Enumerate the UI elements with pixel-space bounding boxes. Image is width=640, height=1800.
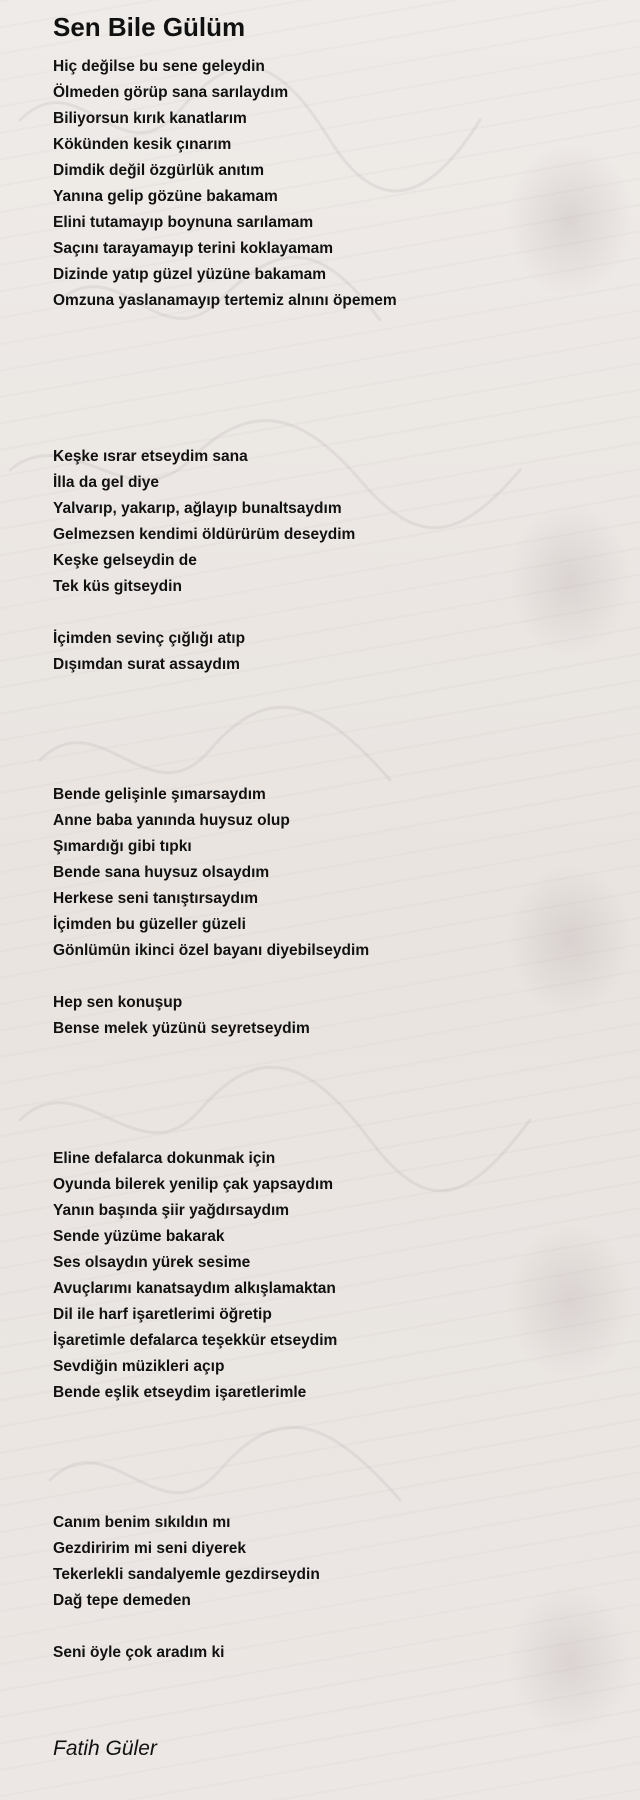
poem-line: Dizinde yatıp güzel yüzüne bakamam bbox=[53, 266, 327, 283]
poem-line: Bense melek yüzünü seyretseydim bbox=[53, 1020, 310, 1037]
poem-line: Oyunda bilerek yenilip çak yapsaydım bbox=[53, 1176, 333, 1193]
poem-line: Anne baba yanında huysuz olup bbox=[53, 812, 290, 829]
stanza-6 bbox=[53, 1146, 613, 1406]
poem-line: Dışımdan surat assaydım bbox=[53, 656, 240, 673]
poem-line: Gelmezsen kendimi öldürürüm deseydim bbox=[53, 526, 356, 543]
poem-line: Saçını tarayamayıp terini koklayamam bbox=[53, 240, 334, 257]
poem-line: Canım benim sıkıldın mı bbox=[53, 1514, 231, 1531]
poem-line: Ses olsaydın yürek sesime bbox=[53, 1254, 251, 1271]
poem-line: Dil ile harf işaretlerimi öğretip bbox=[53, 1306, 272, 1323]
poem-line: Sende yüzüme bakarak bbox=[53, 1228, 225, 1245]
poem-line: Bende gelişinle şımarsaydım bbox=[53, 786, 266, 803]
poem-line: Biliyorsun kırık kanatlarım bbox=[53, 110, 247, 127]
poem-author: Fatih Güler bbox=[53, 1737, 157, 1760]
poem-line: Bende sana huysuz olsaydım bbox=[53, 864, 270, 881]
poem-line: Gönlümün ikinci özel bayanı diyebilseydim bbox=[53, 942, 370, 959]
poem-line: Omzuna yaslanamayıp tertemiz alnını öpemem bbox=[53, 292, 397, 309]
poem-line: Seni öyle çok aradım ki bbox=[53, 1644, 225, 1661]
poem-line: Yanına gelip gözüne bakamam bbox=[53, 188, 278, 205]
poem-line: Dağ tepe demeden bbox=[53, 1592, 191, 1609]
poem-line: Tek küs gitseydin bbox=[53, 578, 182, 595]
stanza-2 bbox=[53, 444, 613, 600]
poem-line: İlla da gel diye bbox=[53, 474, 159, 491]
poem-line: Avuçlarımı kanatsaydım alkışlamaktan bbox=[53, 1280, 336, 1297]
stanza-3 bbox=[53, 626, 613, 678]
poem-line: Sevdiğin müzikleri açıp bbox=[53, 1358, 225, 1375]
poem-line: İçimden sevinç çığlığı atıp bbox=[53, 630, 246, 647]
poem-line: İçimden bu güzeller güzeli bbox=[53, 916, 246, 933]
stanza-7 bbox=[53, 1510, 613, 1614]
poem-line: Yalvarıp, yakarıp, ağlayıp bunaltsaydım bbox=[53, 500, 342, 517]
poem-line: Bende eşlik etseydim işaretlerimle bbox=[53, 1384, 307, 1401]
poem-line: Tekerlekli sandalyemle gezdirseydin bbox=[53, 1566, 320, 1583]
poem-line: Dimdik değil özgürlük anıtım bbox=[53, 162, 264, 179]
poem-container bbox=[53, 10, 613, 1666]
poem-line: Şımardığı gibi tıpkı bbox=[53, 838, 192, 855]
poem-line: Keşke ısrar etseydim sana bbox=[53, 448, 248, 465]
poem-line: Hiç değilse bu sene geleydin bbox=[53, 58, 265, 75]
stanza-5 bbox=[53, 990, 613, 1042]
poem-line: Eline defalarca dokunmak için bbox=[53, 1150, 276, 1167]
poem-line: Herkese seni tanıştırsaydım bbox=[53, 890, 259, 907]
poem-title: Sen Bile Gülüm bbox=[53, 12, 246, 42]
poem-line: Ölmeden görüp sana sarılaydım bbox=[53, 84, 289, 101]
stanza-1 bbox=[53, 54, 613, 314]
stanza-4 bbox=[53, 782, 613, 964]
poem-line: Hep sen konuşup bbox=[53, 994, 183, 1011]
poem-line: Gezdiririm mi seni diyerek bbox=[53, 1540, 246, 1557]
poem-line: Yanın başında şiir yağdırsaydım bbox=[53, 1202, 290, 1219]
poem-line: Kökünden kesik çınarım bbox=[53, 136, 232, 153]
poem-line: Keşke gelseydin de bbox=[53, 552, 197, 569]
poem-line: Elini tutamayıp boynuna sarılamam bbox=[53, 214, 314, 231]
stanza-8 bbox=[53, 1640, 613, 1666]
poem-line: İşaretimle defalarca teşekkür etseydim bbox=[53, 1332, 338, 1349]
